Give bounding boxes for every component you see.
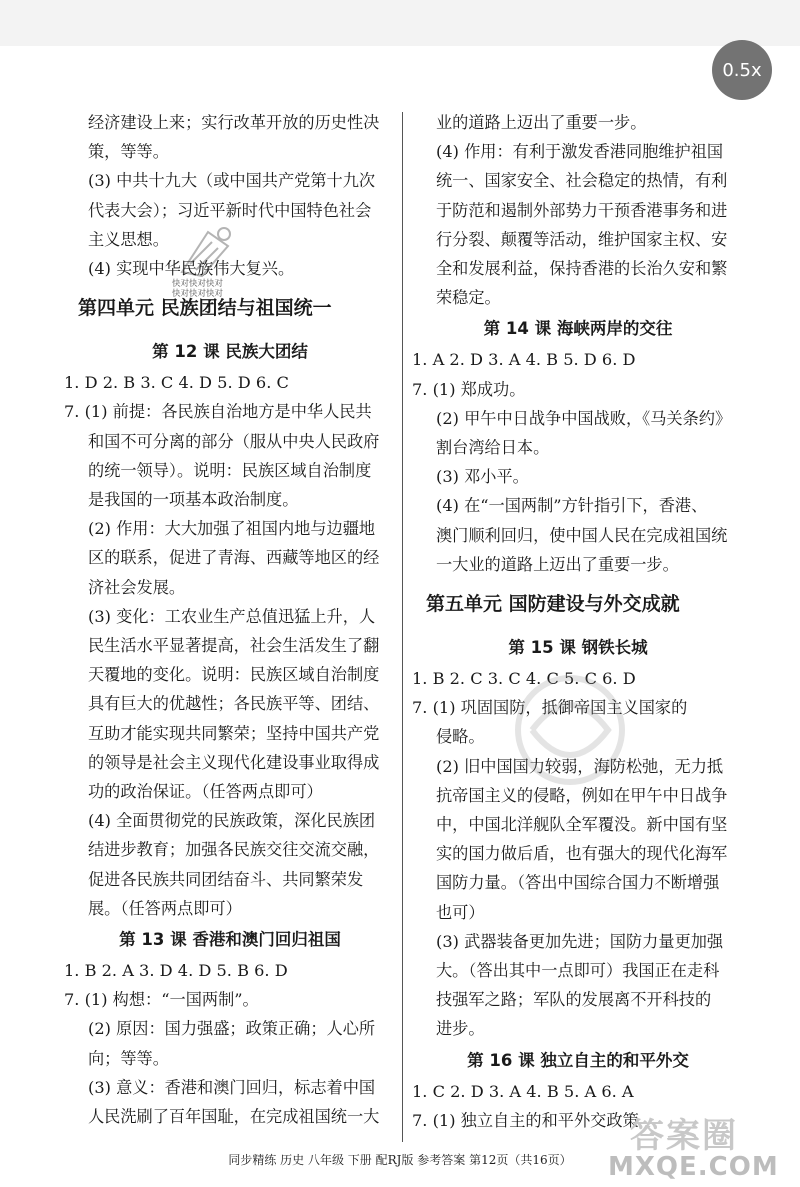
answer-line: 国防力量。（答出中国综合国力不断增强 <box>436 873 720 893</box>
stamp-text: 快对快对快对 快对快对快对 <box>172 279 224 299</box>
answer-line: 1. B 2. A 3. D 4. D 5. B 6. D <box>64 961 288 981</box>
answer-line: 7. (1) 郑成功。 <box>412 379 526 399</box>
answer-line: 7. (1) 独立自主的和平外交政策 <box>412 1110 639 1130</box>
answer-line: 行分裂、颠覆等活动，维护国家主权、安 <box>436 229 728 249</box>
lesson-heading: 第 13 课 香港和澳门回归祖国 <box>119 930 341 950</box>
answer-line: 1. C 2. D 3. A 4. B 5. A 6. A <box>412 1081 634 1101</box>
answer-line: 向；等等。 <box>88 1048 169 1068</box>
answer-line: 展。（任答两点即可） <box>88 898 242 918</box>
answer-line: 民生活水平显著提高，社会生活发生了翻 <box>88 636 380 656</box>
lesson-heading: 第 15 课 钢铁长城 <box>508 638 648 658</box>
answer-line: (4) 在“一国两制”方针指引下，香港、 <box>436 496 708 516</box>
watermark-cn: 答案圈 <box>630 1116 738 1156</box>
answer-line: 7. (1) 构想：“一国两制”。 <box>64 990 259 1010</box>
answer-line: 统一、国家安全、社会稳定的热情，有利 <box>436 171 728 191</box>
answer-line: (3) 变化：工农业生产总值迅猛上升，人 <box>88 606 376 626</box>
answer-line: 一大业的道路上迈出了重要一步。 <box>436 554 679 574</box>
answer-line: (4) 全面贯彻党的民族政策，深化民族团 <box>88 811 376 831</box>
answer-line: (4) 实现中华民族伟大复兴。 <box>88 259 295 279</box>
answer-line: 代表大会）；习近平新时代中国特色社会 <box>88 200 372 220</box>
watermark-logo-mid <box>470 660 670 800</box>
answer-line: 割台湾给日本。 <box>436 438 550 458</box>
answer-line: 是我国的一项基本政治制度。 <box>88 490 299 510</box>
answer-line: 侵略。 <box>436 727 485 747</box>
answer-line: 于防范和遏制外部势力干预香港事务和进 <box>436 200 728 220</box>
answer-line: 的领导是社会主义现代化建设事业取得成 <box>88 752 380 772</box>
answer-line: 全和发展利益，保持香港的长治久安和繁 <box>436 259 728 279</box>
answer-line: 策，等等。 <box>88 142 169 162</box>
answer-line: 1. D 2. B 3. C 4. D 5. D 6. C <box>64 373 289 393</box>
answer-line: 互助才能实现共同繁荣；坚持中国共产党 <box>88 723 380 743</box>
answer-line: (3) 邓小平。 <box>436 467 529 487</box>
answer-line: (3) 中共十九大（或中国共产党第十九次 <box>88 171 376 191</box>
lesson-heading: 第 16 课 独立自主的和平外交 <box>467 1050 689 1070</box>
answer-line: (2) 旧中国国力较弱，海防松弛，无力抵 <box>436 756 724 776</box>
answer-line: 济社会发展。 <box>88 577 186 597</box>
answer-line: 促进各民族共同团结奋斗、共同繁荣发 <box>88 869 364 889</box>
answer-line: 也可） <box>436 902 485 922</box>
answer-line: 澳门顺利回归，使中国人民在完成祖国统 <box>436 525 728 545</box>
answer-line: 区的联系，促进了青海、西藏等地区的经 <box>88 548 380 568</box>
answer-line: 实的国力做后盾，也有强大的现代化海军 <box>436 844 728 864</box>
answer-line: 抗帝国主义的侵略，例如在甲午中日战争 <box>436 785 728 805</box>
answer-line: 主义思想。 <box>88 229 169 249</box>
playback-speed-button[interactable]: 0.5x <box>712 40 772 100</box>
left-column <box>64 108 396 1131</box>
answer-line: (2) 作用：大大加强了祖国内地与边疆地 <box>88 519 376 539</box>
answer-line: 荣稳定。 <box>436 288 501 308</box>
answer-line: 进步。 <box>436 1019 485 1039</box>
answer-line: 的统一领导）。说明：民族区域自治制度 <box>88 460 372 480</box>
answer-line: 技强军之路；军队的发展离不开科技的 <box>436 990 712 1010</box>
answer-line: (3) 意义：香港和澳门回归，标志着中国 <box>88 1077 376 1097</box>
answer-line: 和国不可分离的部分（服从中央人民政府 <box>88 431 380 451</box>
answer-line: (2) 甲午中日战争中国战败，《马关条约》 <box>436 408 732 428</box>
answer-line: 功的政治保证。（任答两点即可） <box>88 782 323 802</box>
answer-line: 业的道路上迈出了重要一步。 <box>436 113 647 132</box>
answer-line: 7. (1) 巩固国防，抵御帝国主义国家的 <box>412 698 688 718</box>
answer-line: (3) 武器装备更加先进；国防力量更加强 <box>436 931 724 951</box>
answer-line: (2) 原因：国力强盛；政策正确；人心所 <box>88 1019 376 1039</box>
answer-line: 中，中国北洋舰队全军覆没。新中国有坚 <box>436 815 728 835</box>
answer-line: 1. A 2. D 3. A 4. B 5. D 6. D <box>412 350 636 370</box>
answer-line: 人民洗刷了百年国耻，在完成祖国统一大 <box>88 1107 380 1127</box>
page-footer: 同步精练 历史 八年级 下册 配RJ版 参考答案 第12页（共16页） <box>228 1153 572 1167</box>
answer-line: 天覆地的变化。说明：民族区域自治制度 <box>88 665 380 685</box>
lesson-heading: 第 14 课 海峡两岸的交往 <box>483 319 673 339</box>
answer-line: 结进步教育；加强各民族交往交流交融， <box>88 840 380 860</box>
unit-heading: 第四单元 民族团结与祖国统一 <box>78 297 332 320</box>
right-column <box>412 108 744 1135</box>
answer-line: 经济建设上来；实行改革开放的历史性决 <box>88 113 380 132</box>
answer-line: 具有巨大的优越性；各民族平等、团结、 <box>88 694 380 714</box>
answer-line: (4) 作用：有利于激发香港同胞维护祖国 <box>436 142 724 162</box>
lesson-heading: 第 12 课 民族大团结 <box>152 342 308 362</box>
unit-heading: 第五单元 国防建设与外交成就 <box>426 593 680 616</box>
watermark-url: MXQE.COM <box>608 1152 779 1182</box>
viewer-top-bar <box>0 0 800 46</box>
answer-line: 大。（答出其中一点即可）我国正在走科 <box>436 961 720 981</box>
answer-line: 1. B 2. C 3. C 4. C 5. C 6. D <box>412 669 636 689</box>
answer-line: 7. (1) 前提：各民族自治地方是中华人民共 <box>64 402 372 422</box>
column-divider <box>402 112 403 1142</box>
